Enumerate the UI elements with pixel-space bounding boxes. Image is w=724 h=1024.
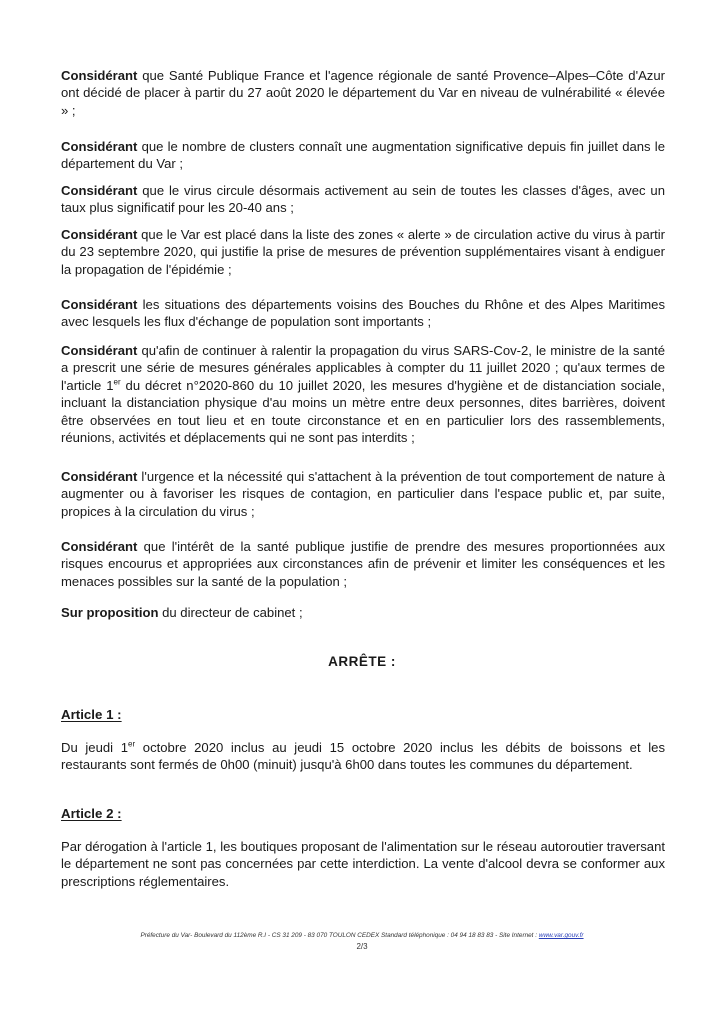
paragraph-considerant-6 — [61, 342, 665, 446]
paragraph-text: que l'intérêt de la santé publique justifie de prendre des mesures proportionnées aux risques encourus et appropriées aux circonstances afin de prévenir et limiter les conséquences et les menaces possibles sur la santé de la population ; — [61, 539, 665, 589]
paragraph-text: les situations des départements voisins des Bouches du Rhône et des Alpes Maritimes avec lesquels les flux d'échange de population sont importants ; — [61, 297, 665, 330]
article-text: Du jeudi 1 — [61, 740, 129, 755]
paragraph-text: du décret n°2020-860 du 10 juillet 2020, les mesures d'hygiène et de distanciation sociale, incluant la distanciation physique d'au moins un mètre entre deux personnes, dites barrières, doivent être observées en tout lieu et en toute circonstance et en en particulier lors des rassemblements, réunions, activités et déplacements qui ne sont pas interdits ; — [61, 377, 665, 446]
paragraph-text: du directeur de cabinet ; — [158, 605, 303, 620]
paragraph-keyword: Considérant — [61, 227, 138, 242]
superscript: er — [113, 377, 121, 387]
paragraph-text: l'urgence et la nécessité qui s'attachent à la prévention de tout comportement de nature à augmenter ou à favoriser les risques de contagion, en particulier dans l'espace public et, par suite, propices à la circulation du virus ; — [61, 469, 665, 519]
article-1-heading: Article 1 : — [61, 707, 122, 722]
footer-address: Préfecture du Var- Boulevard du 112ème R.I - CS 31 209 - 83 070 TOULON CEDEX Standard téléphonique : 04 94 18 83 83 - Site Internet : — [140, 932, 539, 939]
paragraph-keyword: Considérant — [61, 139, 138, 154]
article-text: octobre 2020 inclus au jeudi 15 octobre 2020 inclus les débits de boissons et les restaurants sont fermés de 0h00 (minuit) jusqu'à 6h00 dans toutes les communes du département. — [61, 740, 665, 773]
article-2-body — [61, 838, 665, 890]
footer-website-link[interactable]: www.var.gouv.fr — [538, 932, 584, 939]
article-1-body — [61, 739, 665, 774]
paragraph-text: que le Var est placé dans la liste des zones « alerte » de circulation active du virus à partir du 23 septembre 2020, qui justifie la prise de mesures de prévention supplémentaires visant à endiguer la propagation de l'épidémie ; — [61, 227, 665, 277]
paragraph-keyword: Considérant — [61, 297, 138, 312]
paragraph-keyword: Considérant — [61, 469, 138, 484]
paragraph-text: que Santé Publique France et l'agence régionale de santé Provence–Alpes–Côte d'Azur ont décidé de placer à partir du 27 août 2020 le département du Var en niveau de vulnérabilité « élevée » ; — [61, 68, 665, 118]
decree-title: ARRÊTE : — [328, 654, 396, 669]
paragraph-considerant-3 — [61, 182, 665, 217]
paragraph-text: que le nombre de clusters connaît une augmentation significative depuis fin juillet dans le département du Var ; — [61, 139, 665, 172]
article-text: Par dérogation à l'article 1, les boutiques proposant de l'alimentation sur le réseau autoroutier traversant le département ne sont pas concernées par cette interdiction. La vente d'alcool devra se conformer aux prescriptions réglementaires. — [61, 839, 665, 889]
paragraph-sur-proposition — [61, 604, 665, 621]
paragraph-considerant-5 — [61, 296, 665, 331]
paragraph-keyword: Sur proposition — [61, 605, 159, 620]
paragraph-text: qu'afin de continuer à ralentir la propagation du virus SARS-Cov-2, le ministre de la santé a prescrit une série de mesures générales applicables à compter du 11 juillet 2020 ; qu'aux termes de l'article 1 — [61, 343, 665, 393]
paragraph-considerant-4 — [61, 226, 665, 278]
page-number: 2/3 — [356, 942, 368, 951]
paragraph-keyword: Considérant — [61, 183, 138, 198]
paragraph-keyword: Considérant — [61, 539, 138, 554]
paragraph-keyword: Considérant — [61, 68, 138, 83]
page-footer — [0, 931, 724, 940]
paragraph-text: que le virus circule désormais activement au sein de toutes les classes d'âges, avec un taux plus significatif pour les 20-40 ans ; — [61, 183, 665, 216]
paragraph-considerant-8 — [61, 538, 665, 590]
paragraph-considerant-1 — [61, 67, 665, 119]
article-2-heading: Article 2 : — [61, 806, 122, 821]
paragraph-keyword: Considérant — [61, 343, 138, 358]
paragraph-considerant-2 — [61, 138, 665, 173]
superscript: er — [128, 739, 136, 749]
paragraph-considerant-7 — [61, 468, 665, 520]
